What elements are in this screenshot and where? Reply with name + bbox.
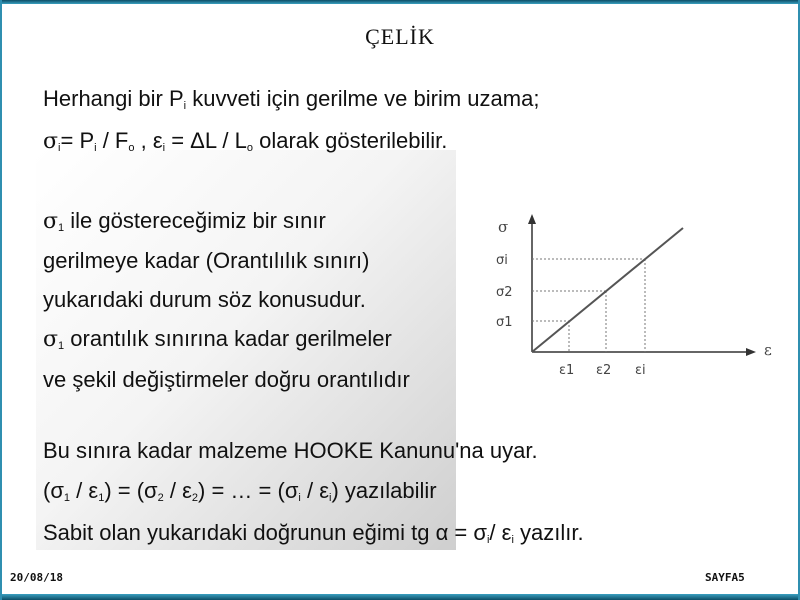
x-tick-label: ε1: [559, 363, 575, 378]
f-sub: o: [128, 142, 135, 154]
proportional-line: [532, 228, 683, 352]
line-1-tail: kuvveti için gerilme ve birim uzama;: [186, 86, 540, 111]
footer-page-number: SAYFA5: [705, 571, 745, 584]
ratio-part: ) = … = (σ: [198, 478, 299, 503]
ratio-sub: 1: [63, 492, 71, 504]
x-tick-label: ε2: [596, 363, 612, 378]
sigma-sub: 1: [58, 222, 65, 234]
y-tick-label: σ2: [496, 285, 513, 300]
line-6-tail: orantılık sınırına kadar gerilmeler: [64, 326, 392, 351]
text-line-7: ve şekil değiştirmeler doğru orantılıdır: [43, 367, 410, 392]
ratio-part: / ε: [163, 478, 192, 503]
footer-date: 20/08/18: [10, 571, 63, 584]
slope-part: Sabit olan yukarıdaki doğrunun eğimi tg α = σ: [43, 520, 487, 545]
x-tick-labels: [559, 363, 646, 378]
slope-sub: i: [511, 534, 514, 546]
p-sub: i: [94, 142, 97, 154]
sigma-symbol: σ: [43, 129, 59, 154]
epsilon-sub: i: [162, 142, 166, 154]
x-tick-label: εi: [635, 363, 646, 378]
l-sub: o: [246, 142, 253, 154]
text-line-6: [43, 326, 392, 352]
top-border: [0, 0, 800, 4]
stress-strain-diagram: [488, 210, 778, 385]
sigma-sub: 1: [58, 340, 65, 352]
y-tick-labels: [496, 253, 513, 330]
sigma-symbol: σ: [43, 327, 59, 352]
ratio-part: (σ: [43, 478, 64, 503]
ratio-sub: 1: [98, 492, 105, 504]
eq-part-1: = P: [60, 128, 95, 153]
text-line-5: yukarıdaki durum söz konusudur.: [43, 287, 366, 312]
ratio-part: ) = (σ: [104, 478, 158, 503]
text-line-4: gerilmeye kadar (Orantılılık sınırı): [43, 248, 370, 273]
slope-part: / ε: [489, 520, 512, 545]
ratio-part: / ε: [70, 478, 99, 503]
line-1-text: Herhangi bir P: [43, 86, 184, 111]
slide-title: ÇELİK: [365, 24, 435, 49]
line-2-tail: olarak gösterilebilir.: [252, 128, 448, 153]
y-tick-label: σ1: [496, 315, 513, 330]
bottom-border: [0, 594, 800, 600]
y-axis-label: σ: [498, 218, 509, 236]
line-1-sub: i: [183, 100, 187, 112]
x-axis-arrow: [746, 348, 756, 356]
slope-sub: i: [486, 534, 490, 546]
text-line-3: [43, 208, 326, 234]
text-line-8: Bu sınıra kadar malzeme HOOKE Kanunu'na uyar.: [43, 438, 538, 463]
text-line-2: [43, 128, 447, 154]
eq-part-3: , ε: [134, 128, 163, 153]
text-line-9: [43, 478, 437, 504]
ratio-part: / ε: [300, 478, 330, 503]
ratio-sub: i: [298, 492, 301, 504]
y-tick-label: σi: [496, 253, 508, 268]
ratio-sub: 2: [191, 492, 199, 504]
x-axis-label: ε: [764, 341, 772, 359]
eq-part-4: = ΔL / L: [165, 128, 247, 153]
line-3-tail: ile göstereceğimiz bir sınır: [64, 208, 326, 233]
ratio-part: ) yazılabilir: [331, 478, 437, 503]
eq-part-2: / F: [96, 128, 129, 153]
slope-part: yazılır.: [513, 520, 584, 545]
ratio-sub: i: [329, 492, 332, 504]
left-border: [0, 0, 2, 600]
sigma-sub: i: [58, 142, 61, 154]
sigma-symbol: σ: [43, 209, 59, 234]
text-line-10: [43, 520, 584, 546]
ratio-sub: 2: [157, 492, 164, 504]
y-axis-arrow: [528, 214, 536, 224]
text-line-1: [43, 86, 539, 112]
